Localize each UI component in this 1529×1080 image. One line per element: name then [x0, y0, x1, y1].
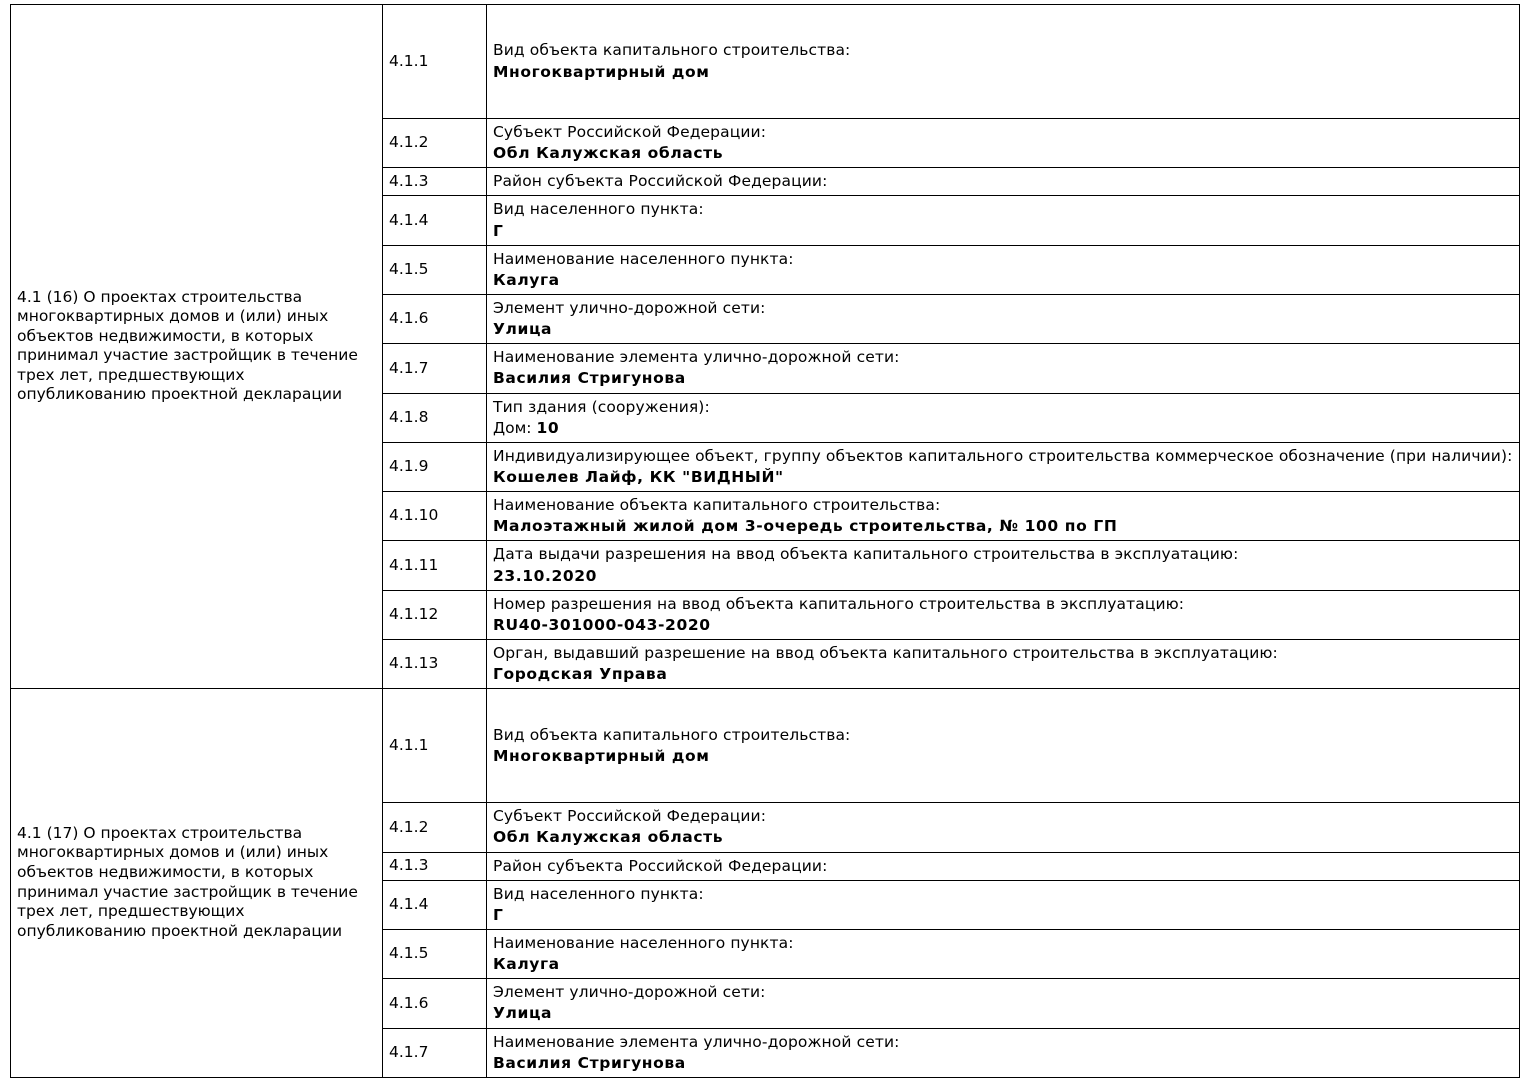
- row-code: 4.1.6: [383, 294, 487, 343]
- row-code: 4.1.7: [383, 1028, 487, 1077]
- row-value: Калуга: [493, 955, 560, 974]
- row-body: [487, 880, 1520, 929]
- row-code: 4.1.11: [383, 541, 487, 590]
- row-body: [487, 344, 1520, 393]
- row-label: Наименование элемента улично-дорожной сети:: [493, 348, 900, 367]
- row-value: Г: [493, 905, 504, 924]
- row-body: [487, 196, 1520, 245]
- row-code: 4.1.5: [383, 245, 487, 294]
- row-body: [487, 393, 1520, 442]
- row-code: 4.1.7: [383, 344, 487, 393]
- table-row: [11, 5, 1520, 119]
- row-body: [487, 590, 1520, 639]
- row-body: [487, 5, 1520, 119]
- row-value: Дом: 10: [493, 418, 560, 437]
- row-body: [487, 541, 1520, 590]
- row-label: Вид объекта капитального строительства:: [493, 41, 851, 60]
- row-code: 4.1.2: [383, 803, 487, 852]
- row-value: Обл Калужская область: [493, 828, 724, 847]
- section-title-16: 4.1 (16) О проектах строительства многоквартирных домов и (или) иных объектов недвижимости, в которых принимал участие застройщик в течение трех лет, предшествующих опубликованию проектной декларации: [11, 5, 383, 689]
- row-code: 4.1.12: [383, 590, 487, 639]
- row-body: [487, 689, 1520, 803]
- row-code: 4.1.9: [383, 442, 487, 491]
- table-body: [11, 5, 1520, 1078]
- row-value: Малоэтажный жилой дом 3-очередь строительства, № 100 по ГП: [493, 517, 1118, 536]
- row-value: Калуга: [493, 270, 560, 289]
- row-label: Номер разрешения на ввод объекта капитального строительства в эксплуатацию:: [493, 594, 1185, 613]
- row-body: [487, 639, 1520, 688]
- row-label: Орган, выдавший разрешение на ввод объекта капитального строительства в эксплуатацию:: [493, 643, 1278, 662]
- row-label: Индивидуализирующее объект, группу объектов капитального строительства коммерческое обозначение (при наличии):: [493, 446, 1513, 465]
- row-value: Василия Стригунова: [493, 369, 686, 388]
- row-code: 4.1.5: [383, 929, 487, 978]
- row-label: Район субъекта Российской Федерации:: [493, 172, 828, 191]
- row-body: [487, 119, 1520, 168]
- row-label: Субъект Российской Федерации:: [493, 807, 767, 826]
- row-code: 4.1.8: [383, 393, 487, 442]
- row-label: Наименование населенного пункта:: [493, 933, 794, 952]
- row-value: Улица: [493, 1004, 553, 1023]
- row-code: 4.1.2: [383, 119, 487, 168]
- row-label: Вид населенного пункта:: [493, 884, 704, 903]
- row-value: Г: [493, 221, 504, 240]
- row-body: [487, 168, 1520, 196]
- row-label: Элемент улично-дорожной сети:: [493, 983, 766, 1002]
- row-code: 4.1.1: [383, 5, 487, 119]
- row-label: Наименование населенного пункта:: [493, 249, 794, 268]
- row-body: [487, 492, 1520, 541]
- row-code: 4.1.10: [383, 492, 487, 541]
- row-value: Улица: [493, 320, 553, 339]
- row-label: Тип здания (сооружения):: [493, 397, 710, 416]
- row-label: Дата выдачи разрешения на ввод объекта капитального строительства в эксплуатацию:: [493, 545, 1239, 564]
- row-label: Вид населенного пункта:: [493, 200, 704, 219]
- row-value: Кошелев Лайф, КК "ВИДНЫЙ": [493, 467, 784, 486]
- row-body: [487, 245, 1520, 294]
- row-body: [487, 979, 1520, 1028]
- project-declaration-table: [10, 4, 1520, 1078]
- row-code: 4.1.3: [383, 852, 487, 880]
- row-code: 4.1.3: [383, 168, 487, 196]
- row-body: [487, 1028, 1520, 1077]
- row-body: [487, 852, 1520, 880]
- row-value: Обл Калужская область: [493, 144, 724, 163]
- row-code: 4.1.1: [383, 689, 487, 803]
- section-title-17: 4.1 (17) О проектах строительства многоквартирных домов и (или) иных объектов недвижимости, в которых принимал участие застройщик в течение трех лет, предшествующих опубликованию проектной декларации: [11, 689, 383, 1078]
- row-label: Субъект Российской Федерации:: [493, 123, 767, 141]
- row-body: [487, 442, 1520, 491]
- row-body: [487, 929, 1520, 978]
- row-code: 4.1.13: [383, 639, 487, 688]
- row-value: Городская Управа: [493, 665, 668, 684]
- row-label: Элемент улично-дорожной сети:: [493, 298, 766, 317]
- row-label: Вид объекта капитального строительства:: [493, 725, 851, 744]
- row-label: Наименование объекта капитального строительства:: [493, 496, 941, 515]
- table-row: [11, 689, 1520, 803]
- row-value: RU40-301000-043-2020: [493, 615, 711, 634]
- row-label: Район субъекта Российской Федерации:: [493, 856, 828, 875]
- row-body: [487, 294, 1520, 343]
- row-code: 4.1.4: [383, 196, 487, 245]
- row-value: Многоквартирный дом: [493, 62, 710, 81]
- row-label: Наименование элемента улично-дорожной сети:: [493, 1032, 900, 1051]
- row-value: Василия Стригунова: [493, 1053, 686, 1072]
- row-value: Многоквартирный дом: [493, 746, 710, 765]
- row-value: 23.10.2020: [493, 566, 598, 585]
- row-code: 4.1.4: [383, 880, 487, 929]
- row-code: 4.1.6: [383, 979, 487, 1028]
- row-body: [487, 803, 1520, 852]
